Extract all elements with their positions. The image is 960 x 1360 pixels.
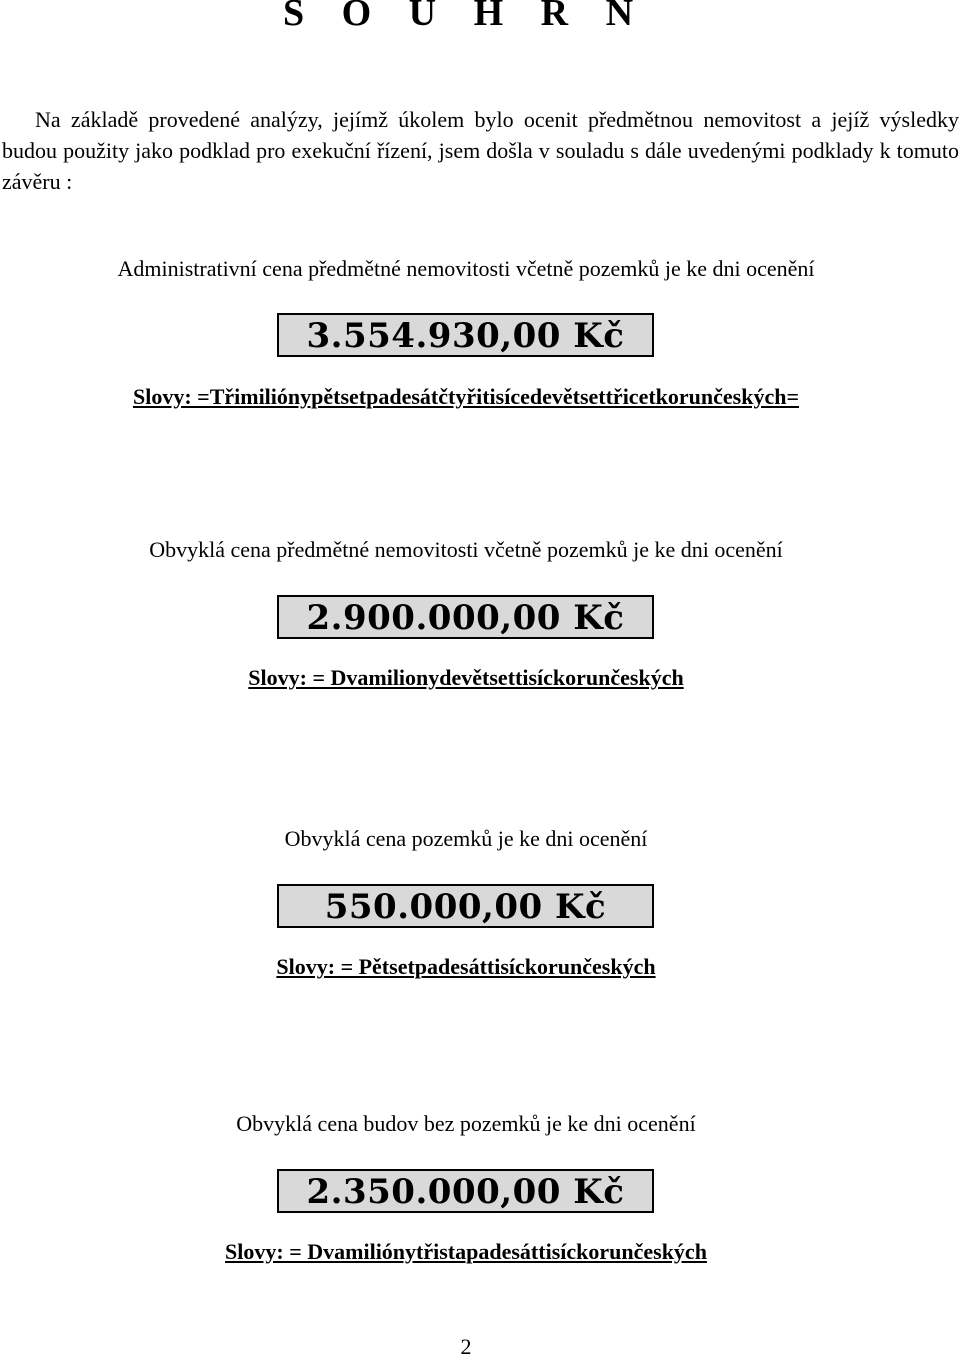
usual-price-land-caption: Obvyklá cena pozemků je ke dni ocenění — [284, 826, 648, 851]
usual-price-buildings-words — [0, 1238, 932, 1266]
page-title: S O U H R N — [282, 0, 648, 34]
page-number: 2 — [460, 1334, 472, 1359]
usual-price-property-words — [0, 664, 932, 692]
administrative-price-value: 3.554.930,00 Kč — [277, 313, 654, 357]
intro-paragraph: Na základě provedené analýzy, jejímž úkolem bylo ocenit předmětnou nemovitost a jejíž výsledky budou použity jako podklad pro exekuční řízení, jsem došla v souladu s dále uvedenými podklady k tomuto závěru : — [2, 107, 959, 194]
usual-price-buildings-caption: Obvyklá cena budov bez pozemků je ke dni ocenění — [236, 1111, 696, 1136]
usual-price-property-value: 2.900.000,00 Kč — [277, 595, 654, 639]
usual-price-property-caption: Obvyklá cena předmětné nemovitosti včetně pozemků je ke dni ocenění — [149, 537, 783, 562]
usual-price-buildings-words-text: Slovy: = Dvamiliónytřistapadesáttisíckorunčeských — [225, 1239, 707, 1264]
usual-price-land-value: 550.000,00 Kč — [277, 884, 654, 928]
usual-price-land-words-text: Slovy: = Pětsetpadesáttisíckorunčeských — [276, 954, 656, 979]
administrative-price-words — [0, 383, 932, 411]
usual-price-buildings-value: 2.350.000,00 Kč — [277, 1169, 654, 1213]
usual-price-property-words-text: Slovy: = Dvamilionydevětsettisíckorunčeských — [248, 665, 684, 690]
usual-price-land-words — [0, 953, 932, 981]
administrative-price-caption: Administrativní cena předmětné nemovitosti včetně pozemků je ke dni ocenění — [117, 256, 815, 281]
administrative-price-words-text: Slovy: =Třimiliónypětsetpadesátčtyřitisícedevětsettřicetkorunčeských= — [132, 384, 799, 409]
